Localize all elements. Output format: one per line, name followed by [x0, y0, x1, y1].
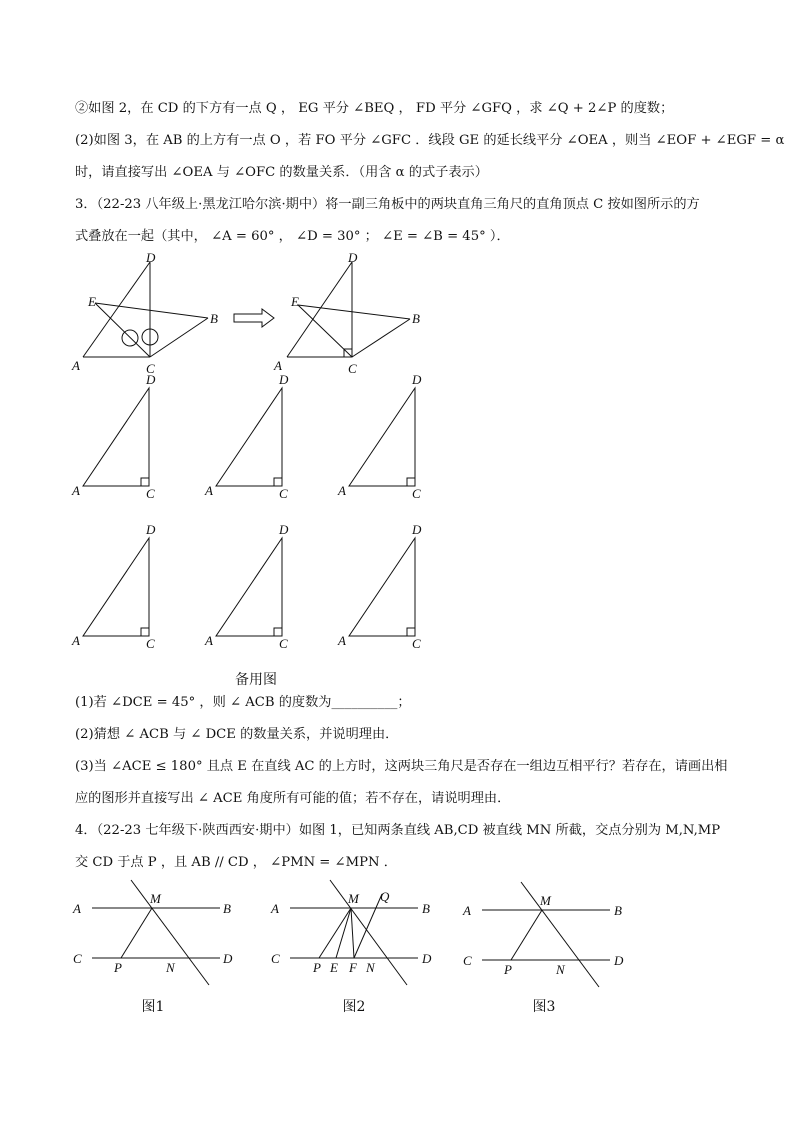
label-P: P — [114, 960, 122, 975]
label-A: A — [72, 358, 80, 373]
caption-fig1: 图1 — [141, 999, 165, 1015]
label-M: M — [150, 891, 161, 906]
label-D: D — [348, 250, 358, 265]
label-C: C — [412, 486, 421, 501]
label-A: A — [338, 483, 346, 498]
caption-spare: 备用图 — [235, 672, 277, 688]
label-N: N — [556, 962, 565, 977]
label-A: A — [73, 901, 81, 916]
label-E: E — [291, 294, 299, 309]
label-B: B — [210, 311, 218, 326]
spare-triangle-4 — [83, 538, 149, 636]
label-B: B — [412, 311, 420, 326]
spare-triangle-3 — [349, 388, 415, 486]
caption-fig2: 图2 — [342, 999, 366, 1015]
label-N: N — [166, 960, 175, 975]
label-A: A — [463, 903, 471, 918]
text-line-2: (2)如图 3，在 AB 的上方有一点 O ，若 FO 平分 ∠GFC ．线段 GE 的延长线平分 ∠OEA ，则当 ∠EOF + ∠EGF = α — [75, 133, 785, 148]
overlap-figure-left — [83, 262, 208, 357]
text-line-5: 式叠放在一起（其中， ∠A = 60° ， ∠D = 30° ； ∠E = ∠B = 45° ）． — [75, 229, 510, 244]
label-M: M — [348, 891, 359, 906]
caption-fig3: 图3 — [532, 999, 556, 1015]
label-C: C — [348, 361, 357, 376]
label-C: C — [146, 361, 155, 376]
label-E: E — [330, 960, 338, 975]
label-D: D — [422, 951, 432, 966]
spare-triangle-1 — [83, 388, 149, 486]
label-A: A — [274, 358, 282, 373]
text-line-4: 3．（22-23 八年级上·黑龙江哈尔滨·期中）将一副三角板中的两块直角三角尺的直角顶点 C 按如图所示的方 — [75, 197, 700, 212]
label-A: A — [338, 633, 346, 648]
label-C: C — [279, 486, 288, 501]
text-line-6: (1)若 ∠DCE = 45° ，则 ∠ ACB 的度数为__________； — [75, 695, 411, 710]
text-line-1: ②如图 2，在 CD 的下方有一点 Q ， EG 平分 ∠BEQ ， FD 平分 ∠GFQ ，求 ∠Q + 2∠P 的度数； — [75, 101, 674, 116]
label-A: A — [72, 483, 80, 498]
label-D: D — [412, 372, 422, 387]
label-A: A — [205, 483, 213, 498]
label-A: A — [271, 901, 279, 916]
text-line-3: 时，请直接写出 ∠OEA 与 ∠OFC 的数量关系．（用含 α 的式子表示） — [75, 165, 488, 180]
label-M: M — [540, 893, 551, 908]
label-B: B — [223, 901, 231, 916]
label-D: D — [279, 372, 289, 387]
label-C: C — [279, 636, 288, 651]
spare-triangle-5 — [216, 538, 282, 636]
label-C: C — [412, 636, 421, 651]
label-P: P — [313, 960, 321, 975]
label-C: C — [146, 636, 155, 651]
label-D: D — [146, 250, 156, 265]
label-C: C — [146, 486, 155, 501]
label-P: P — [504, 962, 512, 977]
text-line-8: (3)当 ∠ACE ≤ 180° 且点 E 在直线 AC 的上方时，这两块三角尺是否存在一组边互相平行？若存在，请画出相 — [75, 759, 728, 774]
label-D: D — [146, 372, 156, 387]
label-A: A — [205, 633, 213, 648]
label-D: D — [614, 953, 624, 968]
spare-triangle-2 — [216, 388, 282, 486]
label-C: C — [271, 951, 280, 966]
label-B: B — [614, 903, 622, 918]
label-Q: Q — [380, 889, 390, 904]
label-D: D — [412, 522, 422, 537]
text-line-10: 4．（22-23 七年级下·陕西西安·期中）如图 1，已知两条直线 AB,CD 被直线 MN 所截，交点分别为 M,N,MP — [75, 823, 721, 838]
label-A: A — [72, 633, 80, 648]
transform-arrow-icon — [234, 309, 274, 327]
text-line-11: 交 CD 于点 P ，且 AB // CD ， ∠PMN = ∠MPN ． — [75, 855, 397, 870]
text-line-9: 应的图形并直接写出 ∠ ACE 角度所有可能的值；若不存在，请说明理由． — [75, 791, 511, 806]
label-D: D — [279, 522, 289, 537]
label-E: E — [88, 294, 96, 309]
label-C: C — [463, 953, 472, 968]
label-F: F — [349, 960, 357, 975]
text-line-7: (2)猜想 ∠ ACB 与 ∠ DCE 的数量关系，并说明理由． — [75, 727, 399, 742]
overlap-figure-right — [287, 262, 410, 357]
label-D: D — [146, 522, 156, 537]
label-D: D — [223, 951, 233, 966]
label-B: B — [422, 901, 430, 916]
spare-triangle-6 — [349, 538, 415, 636]
label-N: N — [366, 960, 375, 975]
label-C: C — [73, 951, 82, 966]
